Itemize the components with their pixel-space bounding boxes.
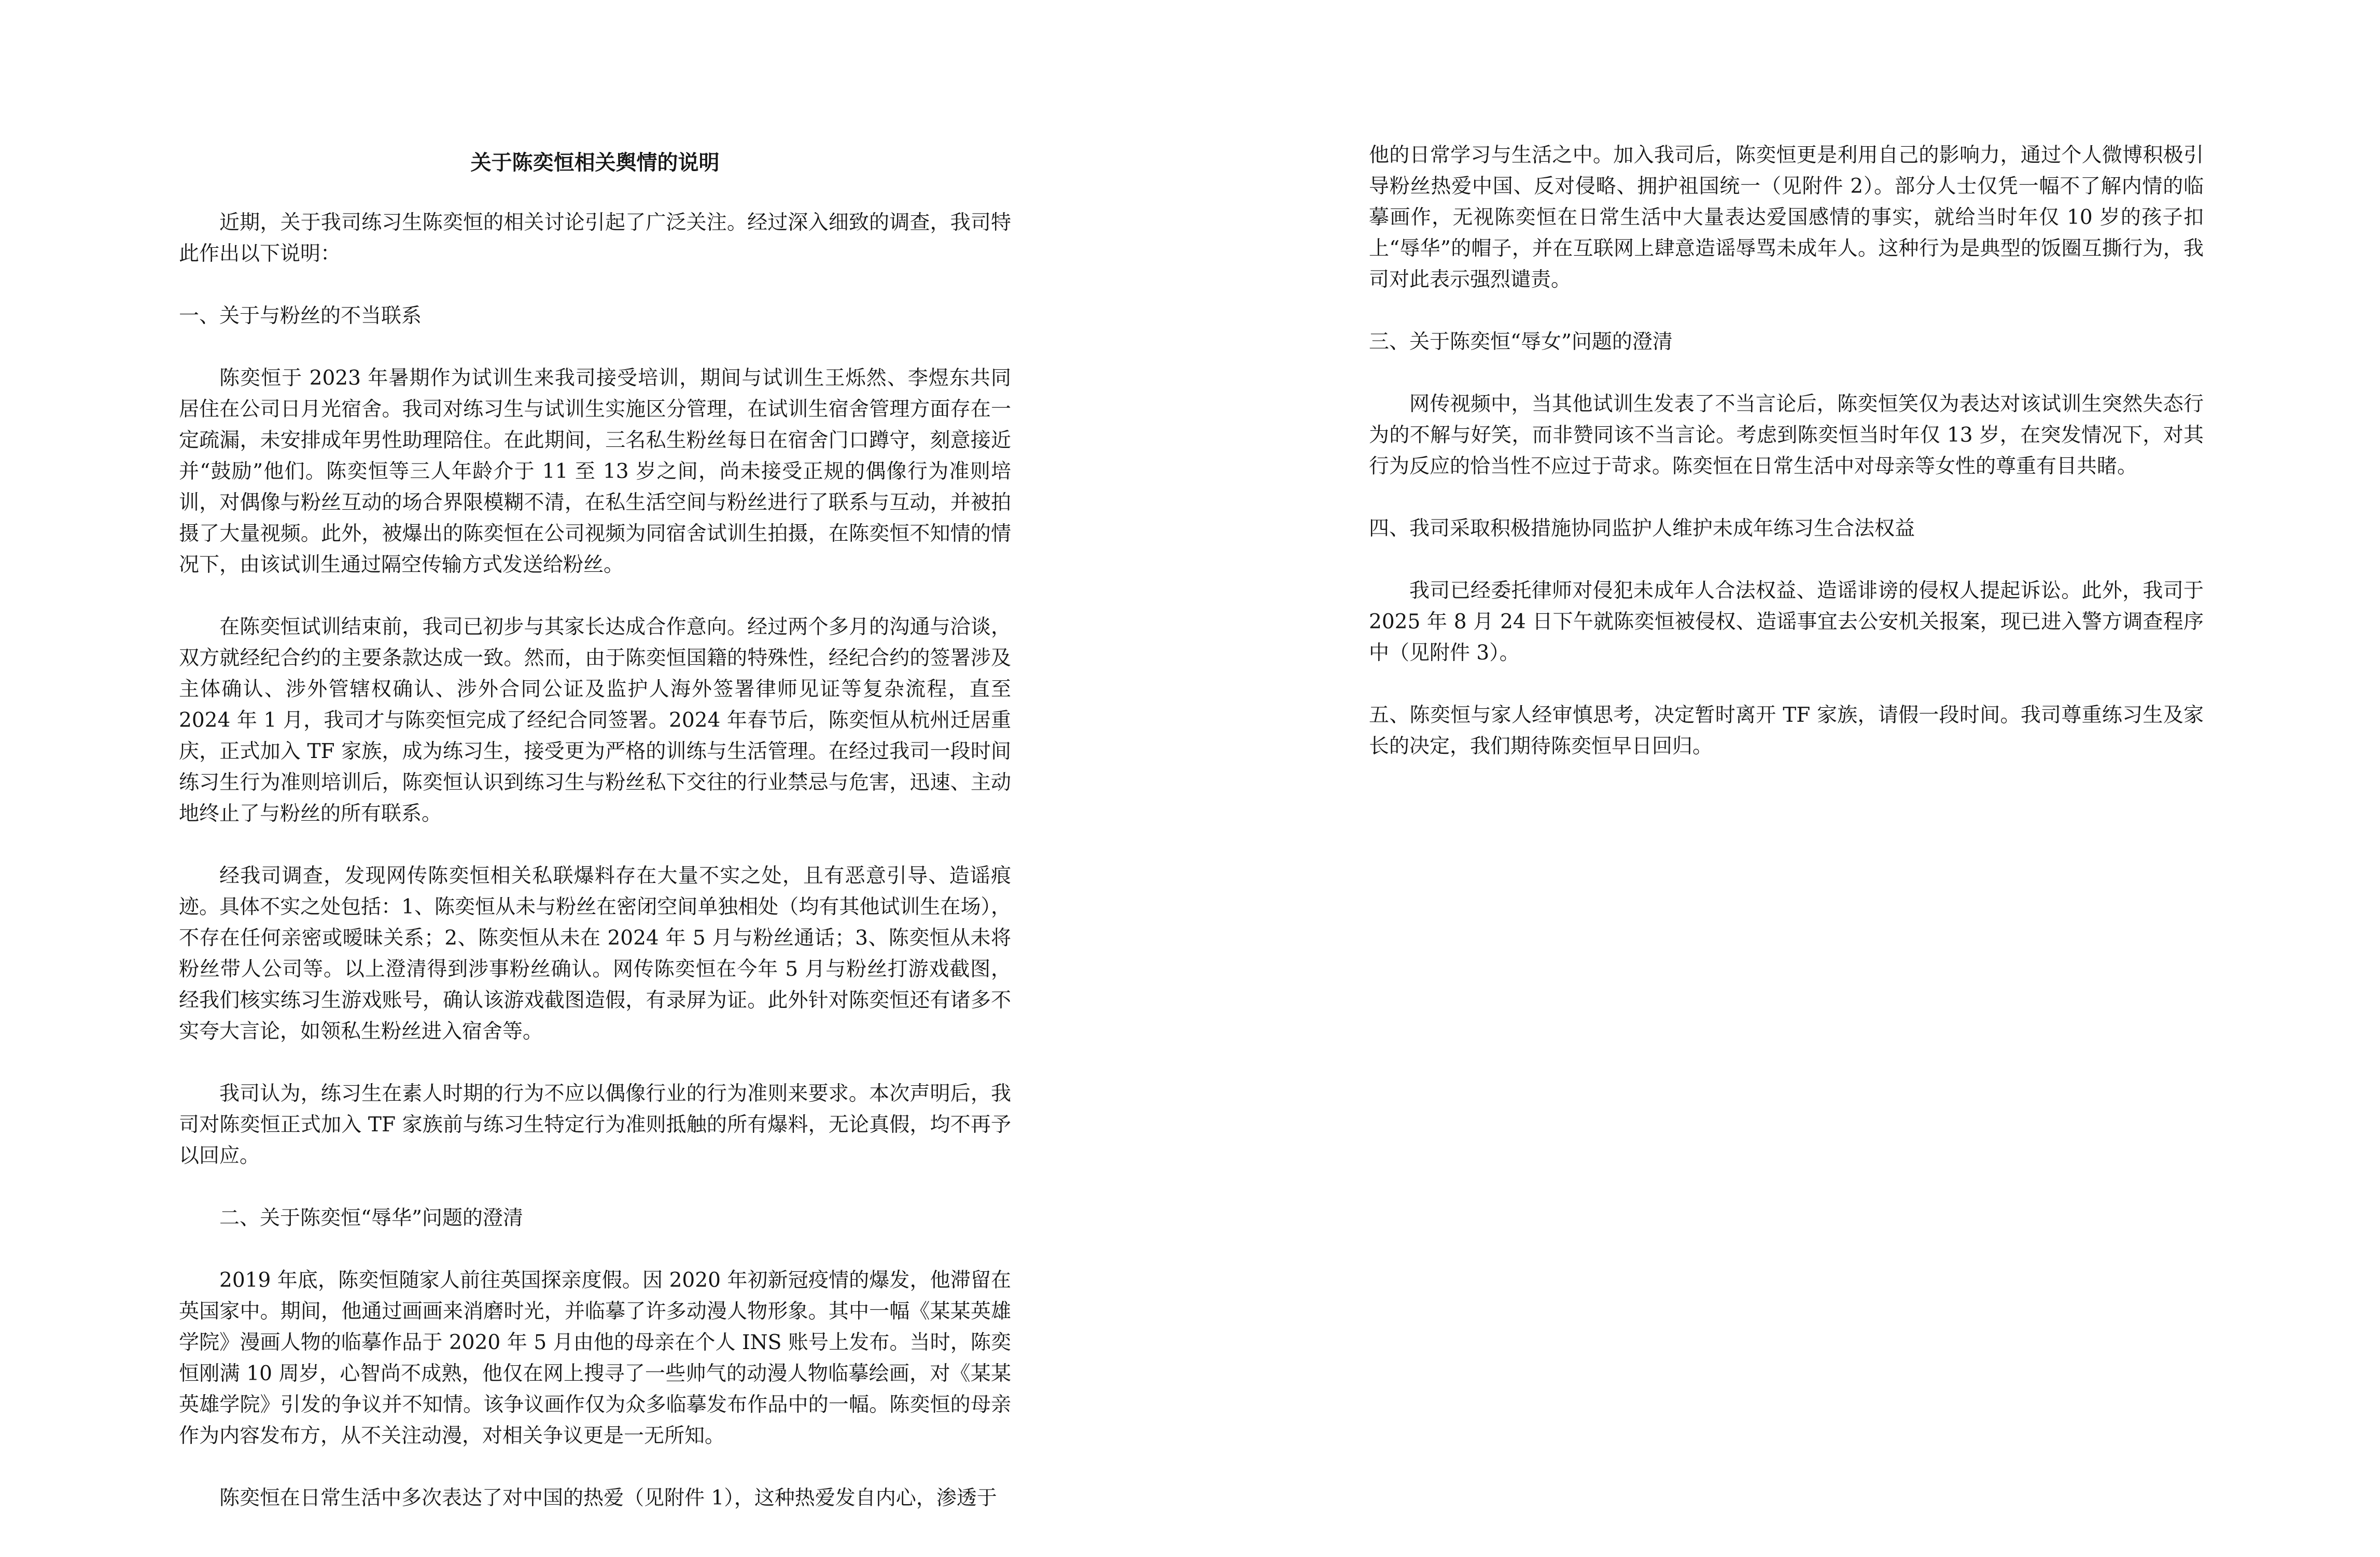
section-2-paragraph-2: 陈奕恒在日常生活中多次表达了对中国的热爱（见附件 1），这种热爱发自内心，渗透于 [219, 1486, 997, 1510]
right-column [1369, 140, 2204, 762]
section-2-paragraph-1: 2019 年底，陈奕恒随家人前往英国探亲度假。因 2020 年初新冠疫情的爆发，他滞留在英国家中。期间，他通过画画来消磨时光，并临摹了许多动漫人物形象。其中一幅《某某英雄学院》漫画人物的临摹作品于 2020 年 5 月由他的母亲在个人 INS 账号上发布。当时，陈奕恒刚满 10 周岁，心智尚不成熟，他仅在网上搜寻了一些帅气的动漫人物临摹绘画，对《某某英雄学院》引发的争议并不知情。该争议画作仅为众多临摹发布作品中的一幅。陈奕恒的母亲作为内容发布方，从不关注动漫，对相关争议更是一无所知。 [179, 1269, 1011, 1448]
section-3-heading: 三、关于陈奕恒“辱女”问题的澄清 [1369, 330, 1673, 354]
section-2-heading: 二、关于陈奕恒“辱华”问题的澄清 [219, 1207, 523, 1230]
section-4-heading: 四、我司采取积极措施协同监护人维护未成年练习生合法权益 [1369, 517, 1915, 540]
section-2-paragraph-2-continued: 他的日常学习与生活之中。加入我司后，陈奕恒更是利用自己的影响力，通过个人微博积极引导粉丝热爱中国、反对侵略、拥护祖国统一（见附件 2）。部分人士仅凭一幅不了解内情的临摹画作，无视陈奕恒在日常生活中大量表达爱国感情的事实，就给当时年仅 10 岁的孩子扣上“辱华”的帽子，并在互联网上肆意造谣辱骂未成年人。这种行为是典型的饭圈互撕行为，我司对此表示强烈谴责。 [1369, 144, 2204, 291]
section-5-paragraph: 五、陈奕恒与家人经审慎思考，决定暂时离开 TF 家族，请假一段时间。我司尊重练习生及家长的决定，我们期待陈奕恒早日回归。 [1369, 704, 2204, 758]
intro-paragraph: 近期，关于我司练习生陈奕恒的相关讨论引起了广泛关注。经过深入细致的调查，我司特此作出以下说明： [179, 211, 1011, 265]
section-1-paragraph-2: 在陈奕恒试训结束前，我司已初步与其家长达成合作意向。经过两个多月的沟通与洽谈，双方就经纪合约的主要条款达成一致。然而，由于陈奕恒国籍的特殊性，经纪合约的签署涉及主体确认、涉外管辖权确认、涉外合同公证及监护人海外签署律师见证等复杂流程，直至 2024 年 1 月，我司才与陈奕恒完成了经纪合同签署。2024 年春节后，陈奕恒从杭州迁居重庆，正式加入 TF 家族，成为练习生，接受更为严格的训练与生活管理。在经过我司一段时间练习生行为准则培训后，陈奕恒认识到练习生与粉丝私下交往的行业禁忌与危害，迅速、主动地终止了与粉丝的所有联系。 [179, 615, 1011, 825]
section-1-paragraph-4: 我司认为，练习生在素人时期的行为不应以偶像行业的行为准则来要求。本次声明后，我司对陈奕恒正式加入 TF 家族前与练习生特定行为准则抵触的所有爆料，无论真假，均不再予以回应。 [179, 1082, 1011, 1168]
section-1-heading: 一、关于与粉丝的不当联系 [179, 304, 422, 328]
section-4-paragraph-1: 我司已经委托律师对侵犯未成年人合法权益、造谣诽谤的侵权人提起诉讼。此外，我司于 2025 年 8 月 24 日下午就陈奕恒被侵权、造谣事宜去公安机关报案，现已进入警方调查程序中（见附件 3）。 [1369, 579, 2204, 665]
document-title: 关于陈奕恒相关舆情的说明 [470, 151, 720, 175]
section-1-paragraph-1: 陈奕恒于 2023 年暑期作为试训生来我司接受培训，期间与试训生王烁然、李煜东共同居住在公司日月光宿舍。我司对练习生与试训生实施区分管理，在试训生宿舍管理方面存在一定疏漏，未安排成年男性助理陪住。在此期间，三名私生粉丝每日在宿舍门口蹲守，刻意接近并“鼓励”他们。陈奕恒等三人年龄介于 11 至 13 岁之间，尚未接受正规的偶像行为准则培训，对偶像与粉丝互动的场合界限模糊不清，在私生活空间与粉丝进行了联系与互动，并被拍摄了大量视频。此外，被爆出的陈奕恒在公司视频为同宿舍试训生拍摄，在陈奕恒不知情的情况下，由该试训生通过隔空传输方式发送给粉丝。 [179, 367, 1011, 577]
section-1-paragraph-3: 经我司调查，发现网传陈奕恒相关私联爆料存在大量不实之处，且有恶意引导、造谣痕迹。具体不实之处包括：1、陈奕恒从未与粉丝在密闭空间单独相处（均有其他试训生在场），不存在任何亲密或暧昧关系；2、陈奕恒从未在 2024 年 5 月与粉丝通话；3、陈奕恒从未将粉丝带人公司等。以上澄清得到涉事粉丝确认。网传陈奕恒在今年 5 月与粉丝打游戏截图，经我们核实练习生游戏账号，确认该游戏截图造假，有录屏为证。此外针对陈奕恒还有诸多不实夸大言论，如领私生粉丝进入宿舍等。 [179, 864, 1011, 1043]
left-column [179, 140, 1011, 1514]
section-3-paragraph-1: 网传视频中，当其他试训生发表了不当言论后，陈奕恒笑仅为表达对该试训生突然失态行为的不解与好笑，而非赞同该不当言论。考虑到陈奕恒当时年仅 13 岁，在突发情况下，对其行为反应的恰当性不应过于苛求。陈奕恒在日常生活中对母亲等女性的尊重有目共睹。 [1369, 392, 2204, 478]
